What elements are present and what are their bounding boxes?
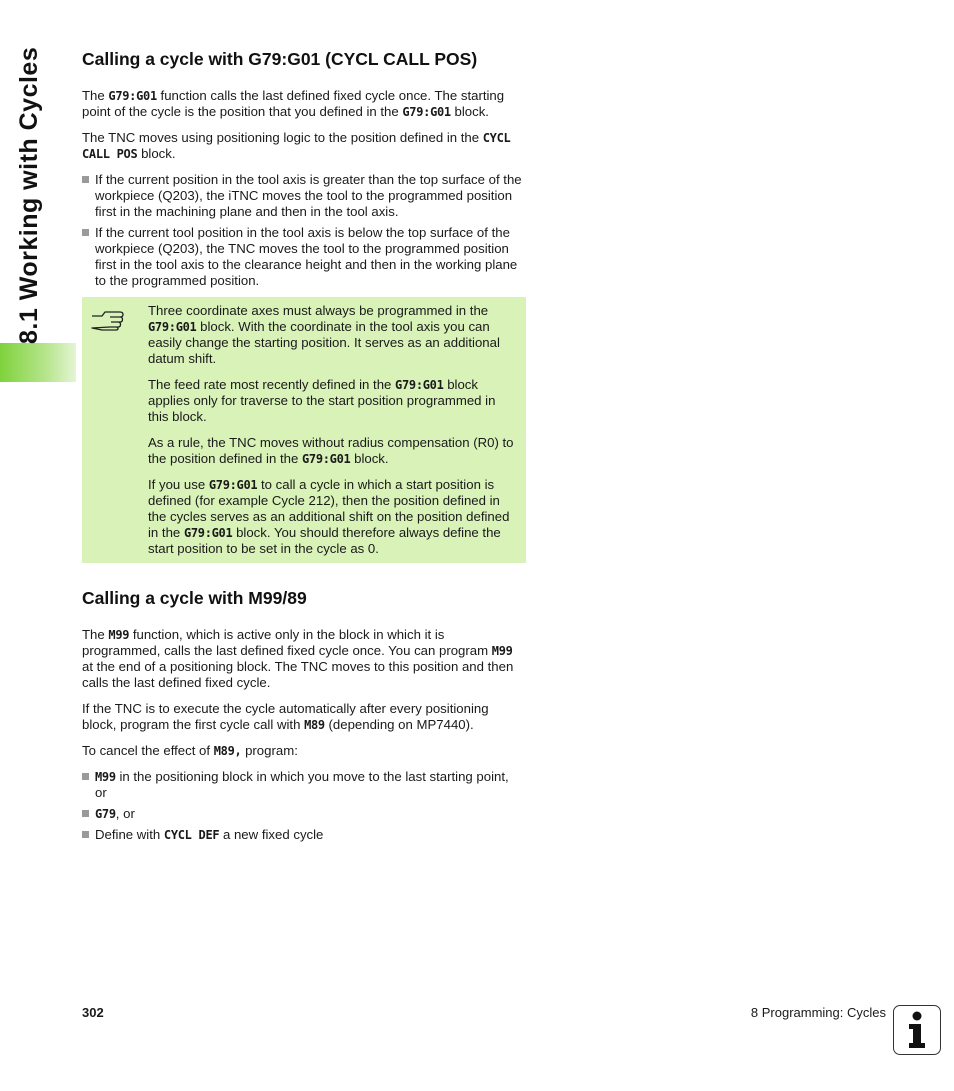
list-item: G79, or <box>82 806 524 822</box>
note-paragraph: If you use G79:G01 to call a cycle in which a start position is defined (for example Cycle 212), then the position defined in the cycles serves as an additional shift on the position defined in the G79:G01 block. You should therefore always define the start position to be set in the cycle as 0. <box>148 477 510 556</box>
note-paragraph: The feed rate most recently defined in the G79:G01 block applies only for traverse to the start position programmed in this block. <box>148 377 496 424</box>
chapter-label: 8 Programming: Cycles <box>750 1005 886 1020</box>
side-tab-accent-bar <box>0 343 76 382</box>
bullet-square-icon <box>82 810 89 817</box>
bullet-list <box>82 769 524 843</box>
bullet-list <box>82 172 524 289</box>
bullet-square-icon <box>82 773 89 780</box>
paragraph: The M99 function, which is active only in the block in which it is programmed, calls the last defined fixed cycle once. You can program M99 at the end of a positioning block. The TNC moves to this position and then calls the last defined fixed cycle. <box>82 627 514 690</box>
section-heading-m99: Calling a cycle with M99/89 <box>82 588 307 608</box>
bullet-square-icon <box>82 831 89 838</box>
paragraph: To cancel the effect of M89, program: <box>82 743 298 758</box>
pointing-hand-icon <box>90 307 126 331</box>
section-heading-g79: Calling a cycle with G79:G01 (CYCL CALL POS) <box>82 49 478 69</box>
paragraph: The G79:G01 function calls the last defined fixed cycle once. The starting point of the cycle is the position that you defined in the G79:G01 block. <box>82 88 505 119</box>
list-item: If the current position in the tool axis is greater than the top surface of the workpiece (Q203), the iTNC moves the tool to the programmed position first in the machining plane and then in the tool axis. <box>82 172 524 220</box>
list-item: Define with CYCL DEF a new fixed cycle <box>82 827 524 843</box>
paragraph: The TNC moves using positioning logic to the position defined in the CYCL CALL POS block. <box>82 130 511 161</box>
bullet-square-icon <box>82 176 89 183</box>
note-paragraph: Three coordinate axes must always be programmed in the G79:G01 block. With the coordinate in the tool axis you can easily change the starting position. It serves as an additional datum shift. <box>148 303 500 366</box>
note-paragraph: As a rule, the TNC moves without radius compensation (R0) to the position defined in the G79:G01 block. <box>148 435 514 466</box>
main-content <box>82 48 524 848</box>
bullet-square-icon <box>82 229 89 236</box>
paragraph: If the TNC is to execute the cycle automatically after every positioning block, program the first cycle call with M89 (depending on MP7440). <box>82 701 489 732</box>
side-tab <box>0 0 76 382</box>
note-box <box>82 297 526 563</box>
page-number: 302 <box>82 1005 104 1020</box>
info-icon <box>893 1005 941 1055</box>
info-i-glyph <box>902 1010 932 1050</box>
side-tab-title: 8.1 Working with Cycles <box>15 46 43 344</box>
list-item: If the current tool position in the tool axis is below the top surface of the workpiece (Q203), the TNC moves the tool to the programmed position first in the tool axis to the clearance height and then in the working plane to the programmed position. <box>82 225 524 289</box>
list-item: M99 in the positioning block in which you move to the last starting point, or <box>82 769 524 801</box>
